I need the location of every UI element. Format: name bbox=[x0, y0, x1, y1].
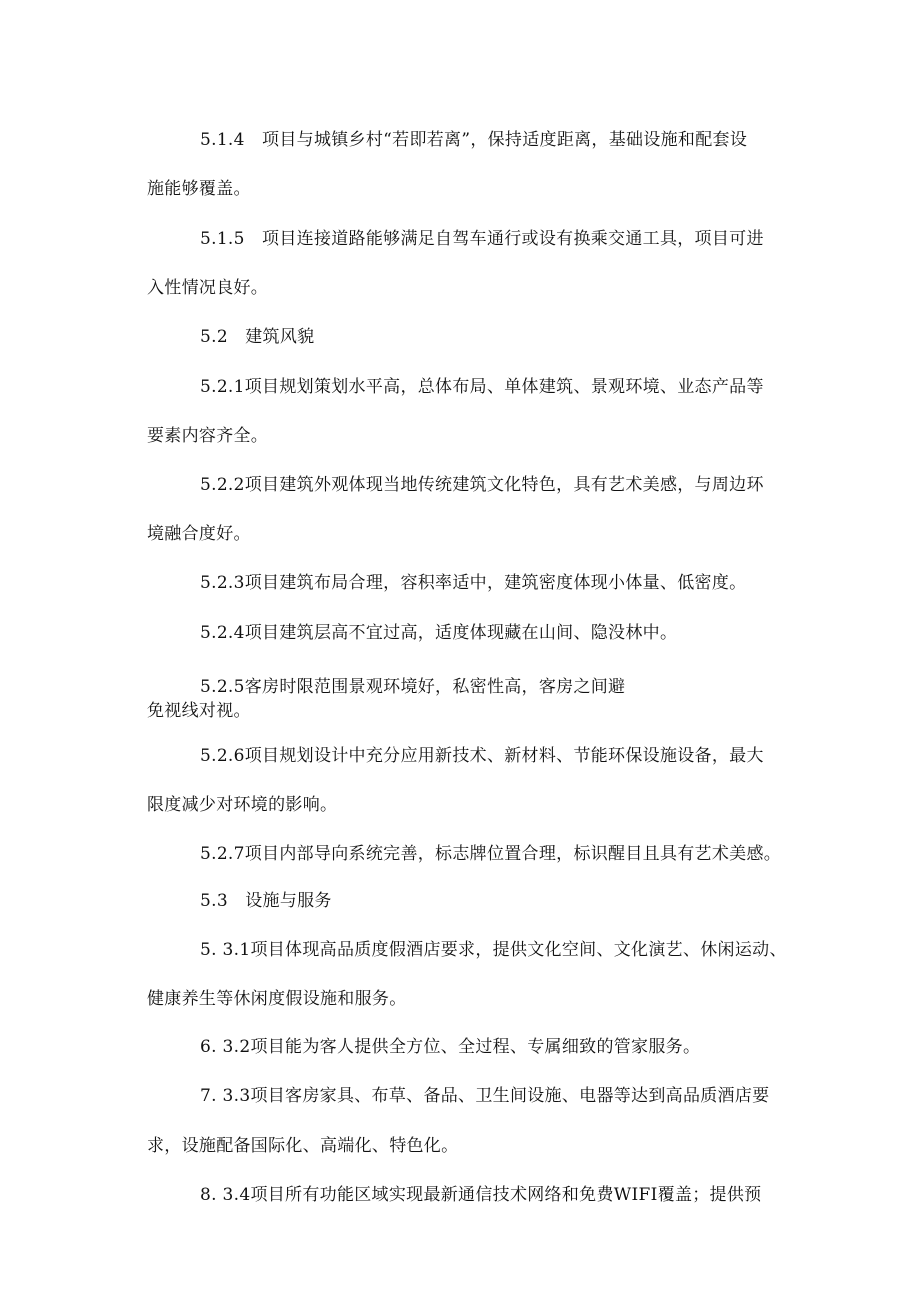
clause-5-2-3: 5.2.3项目建筑布局合理，容积率适中，建筑密度体现小体量、低密度。 bbox=[200, 573, 747, 593]
clause-5-3-3: 7. 3.3项目客房家具、布草、备品、卫生间设施、电器等达到高品质酒店要 bbox=[200, 1086, 770, 1106]
clause-5-2-1: 5.2.1项目规划策划水平高，总体布局、单体建筑、景观环境、业态产品等 bbox=[200, 377, 764, 397]
clause-5-2-5: 5.2.5客房时限范围景观环境好，私密性高，客房之间避 bbox=[200, 677, 626, 697]
clause-5-2-1-cont: 要素内容齐全。 bbox=[147, 426, 269, 446]
clause-5-2-4: 5.2.4项目建筑层高不宜过高，适度体现藏在山间、隐没林中。 bbox=[200, 623, 678, 643]
clause-5-1-5: 5.1.5 项目连接道路能够满足自驾车通行或设有换乘交通工具，项目可进 bbox=[200, 229, 764, 249]
clause-5-3-1: 5. 3.1项目体现高品质度假酒店要求，提供文化空间、文化演艺、休闲运动、 bbox=[200, 940, 787, 960]
clause-5-3-3-cont: 求，设施配备国际化、高端化、特色化。 bbox=[147, 1136, 459, 1156]
clause-5-2-2-cont: 境融合度好。 bbox=[147, 524, 251, 544]
clause-5-2-5-cont: 免视线对视。 bbox=[147, 701, 251, 721]
clause-5-3-2: 6. 3.2项目能为客人提供全方位、全过程、专属细致的管家服务。 bbox=[200, 1037, 701, 1057]
clause-5-2-6: 5.2.6项目规划设计中充分应用新技术、新材料、节能环保设施设备，最大 bbox=[200, 746, 764, 766]
clause-5-3-1-cont: 健康养生等休闲度假设施和服务。 bbox=[147, 989, 407, 1009]
clause-5-1-4-cont: 施能够覆盖。 bbox=[147, 179, 251, 199]
clause-5-2-6-cont: 限度减少对环境的影响。 bbox=[147, 795, 338, 815]
clause-5-3-4: 8. 3.4项目所有功能区域实现最新通信技术网络和免费WIFI覆盖；提供预 bbox=[200, 1185, 762, 1205]
clause-5-2-7: 5.2.7项目内部导向系统完善，标志牌位置合理，标识醒目且具有艺术美感。 bbox=[200, 844, 782, 864]
clause-5-2-2: 5.2.2项目建筑外观体现当地传统建筑文化特色，具有艺术美感，与周边环 bbox=[200, 475, 764, 495]
section-heading-5-2: 5.2 建筑风貌 bbox=[200, 327, 315, 347]
section-heading-5-3: 5.3 设施与服务 bbox=[200, 891, 332, 911]
clause-5-1-5-cont: 入性情况良好。 bbox=[147, 278, 269, 298]
clause-5-1-4: 5.1.4 项目与城镇乡村“若即若离”，保持适度距离，基础设施和配套设 bbox=[200, 130, 748, 150]
